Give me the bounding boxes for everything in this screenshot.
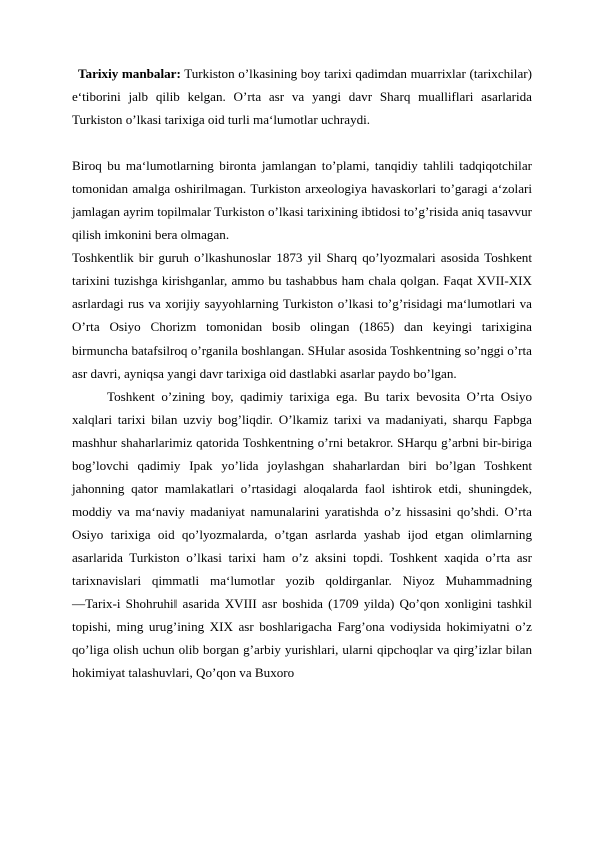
paragraph-lead-heading: Tarixiy manbalar:	[78, 66, 181, 81]
paragraph-tarixiy-manbalar	[72, 62, 532, 131]
paragraph-biroq: Biroq bu ma‘lumotlarning bironta jamlangan to’plami, tanqidiy tahlili tadqiqotchilar tomonidan amalga oshirilmagan. Turkiston arxeologiya havaskorlari to’garagi a‘zolari jamlagan ayrim topilmalar Turkiston o’lkasi tarixining ibtidosi to’g’risida aniq tasavvur qilish imkonini bera olmagan.	[72, 158, 532, 243]
paragraph-toshkent-tarixi: Toshkent o’zining boy, qadimiy tarixiga ega. Bu tarix bevosita O’rta Osiyo xalqlari tarixi bilan uzviy bog’liqdir. O’lkamiz tarixi va madaniyati, sharqu Fapbga mashhur shaharlarimiz qatorida Toshkentning o’rni betakror. SHarqu g’arbni bir-biriga bog’lovchi qadimiy Ipak yo’lida joylashgan shaharlardan biri bo’lgan Toshkent jahonning qator mamlakatlari o’rtasidagi aloqalarda faol ishtirok etdi, shuningdek, moddiy va ma‘naviy madaniyat namunalarini yaratishda o’z hissasini qo’shdi. O’rta Osiyo tarixiga oid qo’lyozmalarda, o’tgan asrlarda yashab ijod etgan olimlarning asarlarida Turkiston o’lkasi tarixi ham o’z aksini topdi. Toshkent xaqida o’rta asr tarixnavislari qimmatli ma‘lumotlar yozib qoldirganlar. Niyoz Muhammadning ―Tarix-i Shohruhi‖ asarida XVIII asr boshida (1709 yilda) Qo’qon xonligini tashkil topishi, ming urug’ining XIX asr boshlarigacha Farg’ona vodiysida hokimiyatni o’z qo’liga olish uchun olib borgan g’arbiy yurishlari, ularni qipchoqlar va qirg’izlar bilan hokimiyat talashuvlari, Qo’qon va Buxoro	[72, 388, 532, 681]
paragraph-toshkentlik: Toshkentlik bir guruh o’lkashunoslar 1873 yil Sharq qo’lyozmalari asosida Toshkent tarixini tuzishga kirishganlar, ammo bu tashabbus ham chala qolgan. Faqat XVII-XIX asrlardagi rus va xorijiy sayyohlarning Turkiston o’lkasi to’g’risidagi ma‘lumotlari va O’rta Osiyo Chorizm tomonidan bosib olingan (1865) dan keyingi tarixigina birmuncha batafsilroq o’rganila boshlangan. SHular asosida Toshkentning so’nggi o’rta asr davri, ayniqsa yangi davr tarixiga oid dastlabki asarlar paydo bo’lgan.	[72, 250, 532, 381]
document-body	[72, 62, 532, 684]
paragraph-text: Turkiston o’lkasining boy tarixi qadimdan muarrixlar (tarixchilar) e‘tiborini jalb qilib kelgan. O’rta asr va yangi davr Sharq mualliflari asarlarida Turkiston o’lkasi tarixiga oid turli ma‘lumotlar uchraydi.	[72, 66, 532, 128]
paragraph-spacer	[72, 131, 532, 154]
